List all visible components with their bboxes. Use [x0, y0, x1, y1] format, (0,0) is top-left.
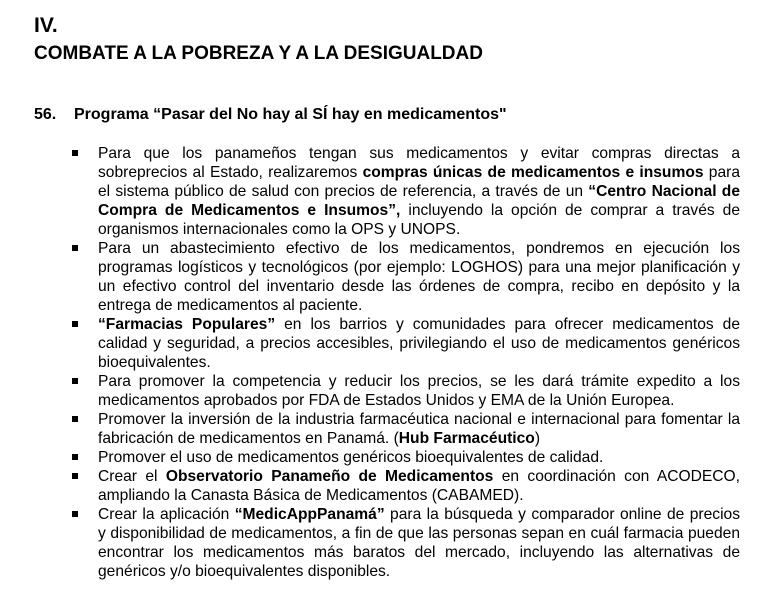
bullet-text: )	[534, 430, 541, 447]
bullet-text: incluyendo la opción de comprar a través de organismos internacionales como la OPS y UNOPS.	[98, 202, 741, 238]
bullet-text-bold: “Centro Nacional de Compra de Medicamentos e Insumos”,	[98, 183, 740, 219]
bullet-text: para el sistema público de salud con precios de referencia, a través de un	[98, 164, 740, 200]
bullet-text: para la búsqueda y comparador online de precios y disponibilidad de medicamentos, a fin de que las personas sepan en cuál farmacia pueden encontrar los medicamentos más baratos del mercado, incluyendo las alternativas de genéricos y/o bioequivalentes disponibles.	[98, 506, 741, 580]
bullet-item	[0, 505, 740, 581]
square-bullet-icon	[72, 378, 78, 384]
bullet-text-bold: “MedicAppPanamá”	[234, 506, 385, 523]
square-bullet-icon	[72, 511, 78, 517]
bullet-text-bold: “Farmacias Populares”	[98, 316, 276, 333]
bullet-text: Para un abastecimiento efectivo de los medicamentos, pondremos en ejecución los programas logísticos y tecnológicos (por ejemplo: LOGHOS) para una mejor planificación y un efectivo control del inventario desde las órdenes de compra, recibo en depósito y la entrega de medicamentos al paciente.	[98, 240, 740, 314]
bullet-text: Promover el uso de medicamentos genéricos bioequivalentes de calidad.	[98, 449, 604, 466]
bullet-item	[0, 315, 740, 372]
bullet-text: en coordinación con ACODECO, ampliando la Canasta Básica de Medicamentos (CABAMED).	[98, 468, 740, 504]
bullet-item	[0, 448, 740, 467]
bullet-list	[0, 144, 768, 581]
section-title: COMBATE A LA POBREZA Y A LA DESIGUALDAD	[34, 43, 483, 64]
bullet-text: en los barrios y comunidades para ofrecer medicamentos de calidad y seguridad, a precios accesibles, privilegiando el uso de medicamentos genéricos bioequivalentes.	[98, 316, 740, 371]
square-bullet-icon	[72, 473, 78, 479]
square-bullet-icon	[72, 454, 78, 460]
square-bullet-icon	[72, 416, 78, 422]
bullet-text-bold: Hub Farmacéutico	[398, 430, 535, 447]
bullet-item	[0, 144, 740, 239]
bullet-item	[0, 239, 740, 315]
bullet-text: Promover la inversión de la industria farmacéutica nacional e internacional para fomentar la fabricación de medicamentos en Panamá. (	[98, 411, 740, 447]
square-bullet-icon	[72, 321, 78, 327]
bullet-item	[0, 372, 740, 410]
section-number: IV.	[34, 14, 58, 37]
bullet-text: Para promover la competencia y reducir los precios, se les dará trámite expedito a los medicamentos aprobados por FDA de Estados Unidos y EMA de la Unión Europea.	[98, 373, 740, 409]
bullet-item	[0, 467, 740, 505]
program-title: Programa “Pasar del No hay al SÍ hay en medicamentos"	[74, 106, 507, 123]
program-number: 56.	[34, 106, 57, 123]
bullet-text: Crear la aplicación	[98, 506, 235, 523]
bullet-text-bold: Observatorio Panameño de Medicamentos	[165, 468, 494, 485]
square-bullet-icon	[72, 245, 78, 251]
bullet-text: Para que los panameños tengan sus medicamentos y evitar compras directas a sobreprecios al Estado, realizaremos	[98, 145, 740, 181]
square-bullet-icon	[72, 150, 78, 156]
bullet-text: Crear el	[98, 468, 166, 485]
bullet-text-bold: compras únicas de medicamentos e insumos	[362, 164, 704, 181]
bullet-item	[0, 410, 740, 448]
program-heading	[34, 105, 507, 125]
